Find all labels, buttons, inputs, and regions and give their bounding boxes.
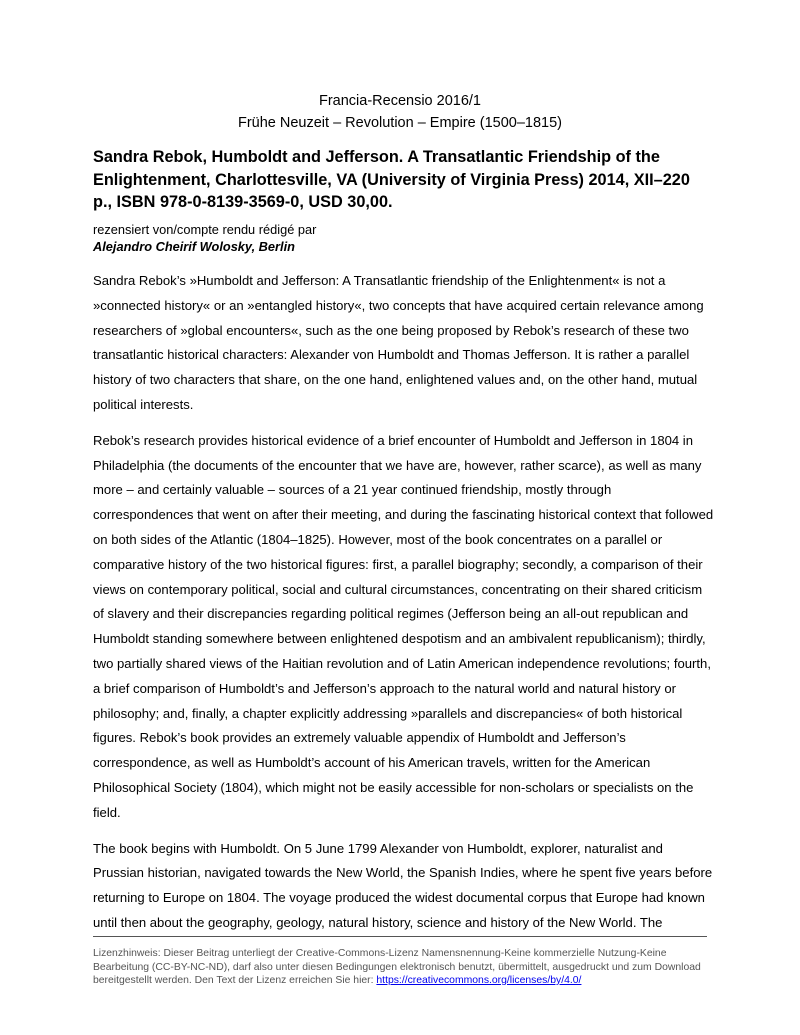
license-footer [93,947,713,988]
paragraph: Sandra Rebok’s »Humboldt and Jefferson: A Transatlantic friendship of the Enlightenment« is not a »connected history« or an »entangled history«, two concepts that have acquired certain relevance among researchers of »global encounters«, such as the one being proposed by Rebok’s research of these two transatlantic historical characters: Alexander von Humboldt and Thomas Jefferson. It is rather a parallel history of two characters that share, on the one hand, enlightened values and, on the other hand, mutual political interests. [93,273,704,412]
journal-issue: Francia-Recensio 2016/1 [318,93,481,109]
page-header [0,90,800,134]
reviewer-name: Alejandro Cheirif Wolosky, Berlin [93,239,295,254]
review-title: Sandra Rebok, Humboldt and Jefferson. A Transatlantic Friendship of the Enlightenment, Charlottesville, VA (University of Virginia Press) 2014, XII–220 p., ISBN 978-0-8139-3569-0, USD 30,00. [93,148,690,211]
footer-divider [93,936,707,937]
reviewer-label: rezensiert von/compte rendu rédigé par [93,222,317,237]
license-text: Lizenzhinweis: Dieser Beitrag unterliegt der Creative-Commons-Lizenz Namensnennung-Keine kommerzielle Nutzung-Keine Bearbeitung (CC-BY-NC-ND), darf also unter diesen Bedingungen elektronisch benutzt, übermittelt, ausgedruckt und zum Download bereitgestellt werden. Den Text der Lizenz erreichen Sie hier: [93,948,701,986]
reviewer-block [93,221,713,255]
paragraph: The book begins with Humboldt. On 5 June 1799 Alexander von Humboldt, explorer, naturalist and Prussian historian, navigated towards the New World, the Spanish Indies, where he spent five years before returning to Europe on 1804. The voyage produced the widest documental corpus that Europe had known until then about the geography, geology, natural history, science and history of the New World. The [93,840,713,930]
license-link[interactable]: https://creativecommons.org/licenses/by/4.0/ [376,975,582,986]
paragraph: Rebok’s research provides historical evidence of a brief encounter of Humboldt and Jefferson in 1804 in Philadelphia (the documents of the encounter that we have are, however, rather scarce), as well as many more – and certainly valuable – sources of a 21 year continued friendship, mostly through correspondences that went on after their meeting, and during the fascinating historical context that followed on both sides of the Atlantic (1804–1825). However, most of the book concentrates on a parallel or comparative history of the two historical figures: first, a parallel biography; secondly, a comparison of their views on contemporary political, social and cultural circumstances, concentrating on their shared criticism of slavery and their discrepancies regarding political regimes (Jefferson being an all-out republican and Humboldt standing somewhere between enlightened despotism and an ambivalent republicanism); thirdly, two partially shared views of the Haitian revolution and of Latin American independence revolutions; fourth, a brief comparison of Humboldt’s and Jefferson’s approach to the natural world and natural history or philosophy; and, finally, a chapter explicitly addressing »parallels and discrepancies« of both historical figures. Rebok’s book provides an extremely valuable appendix of Humboldt and Jefferson’s correspondence, as well as Humboldt’s account of his American travels, written for the American Philosophical Society (1804), which might not be easily accessible for non-scholars or specialists on the field. [93,432,714,820]
review-body [93,269,715,947]
journal-section: Frühe Neuzeit – Revolution – Empire (1500–1815) [237,115,563,131]
